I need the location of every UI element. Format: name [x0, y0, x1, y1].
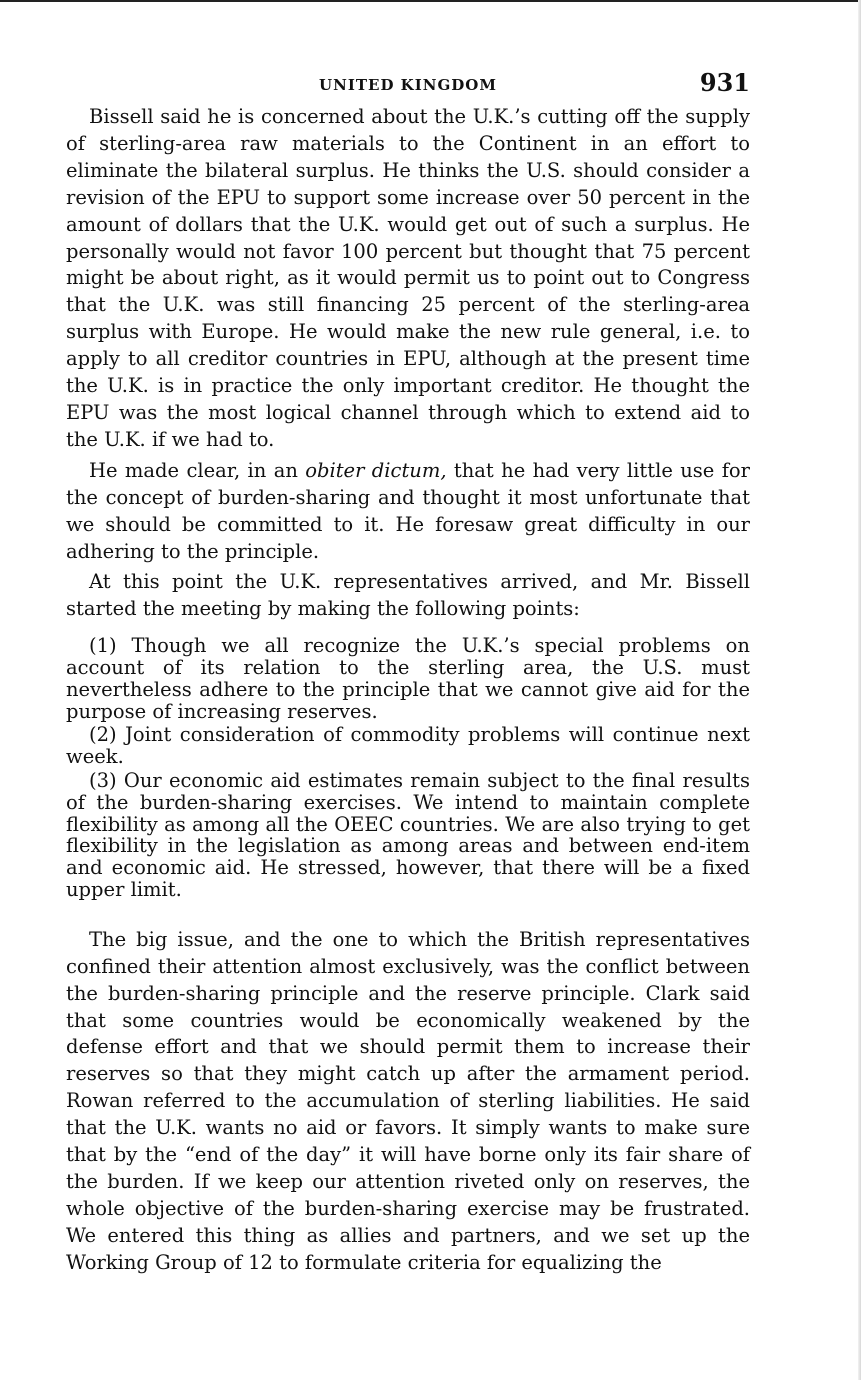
- paragraph-meeting-start: At this point the U.K. representatives arrived, and Mr. Bissell started the meeting by making the following points:: [66, 570, 750, 621]
- running-title: UNITED KINGDOM: [319, 76, 497, 94]
- paragraph-text-end: that he had very little use for the concept of burden-sharing and thought it most unfortunate that we should be committed to it. He foresaw great difficulty in our adhering to the principle.: [66, 458, 750, 563]
- page-number: 931: [699, 68, 750, 97]
- paragraph-obiter-dictum: [66, 458, 750, 566]
- italic-phrase: obiter dictum,: [305, 458, 447, 482]
- point-item: (3) Our economic aid estimates remain subject to the final results of the burden-sharing exercises. We intend to maintain complete flexibility as among all the OEEC countries. We are also trying to get flexibility in the legislation as among areas and between end-item and economic aid. He stressed, however, that there will be a fixed upper limit.: [66, 769, 750, 901]
- point-item: (1) Though we all recognize the U.K.’s special problems on account of its relation to the sterling area, the U.S. must nevertheless adhere to the principle that we cannot give aid for the purpose of increasing reserves.: [66, 634, 750, 723]
- paragraph-bissell-concern: Bissell said he is concerned about the U.K.’s cutting off the supply of sterling-area raw materials to the Continent in an effort to eliminate the bilateral surplus. He thinks the U.S. should consider a revision of the EPU to support some increase over 50 percent in the amount of dollars that the U.K. would get out of such a surplus. He personally would not favor 100 percent but thought that 75 percent might be about right, as it would permit us to point out to Congress that the U.K. was still financing 25 percent of the sterling-area surplus with Europe. He would make the new rule general, i.e. to apply to all creditor countries in EPU, although at the present time the U.K. is in practice the only important creditor. He thought the EPU was the most logical channel through which to extend aid to the U.K. if we had to.: [66, 105, 750, 451]
- page-top-edge: [0, 0, 861, 2]
- numbered-points: [66, 635, 750, 901]
- point-item: (2) Joint consideration of commodity problems will continue next week.: [66, 723, 750, 769]
- paragraph-text-start: He made clear, in an: [89, 458, 306, 482]
- document-page: [66, 68, 750, 1277]
- paragraph-big-issue: The big issue, and the one to which the British representatives confined their attention almost exclusively, was the conflict between the burden-sharing principle and the reserve principle. Clark said that some countries would be economically weakened by the defense effort and that we should permit them to increase their reserves so that they might catch up after the armament period. Rowan referred to the accumulation of sterling liabilities. He said that the U.K. wants no aid or favors. It simply wants to make sure that by the “end of the day” it will have borne only its fair share of the burden. If we keep our attention riveted only on reserves, the whole objective of the burden-sharing exercise may be frustrated. We entered this thing as allies and partners, and we set up the Working Group of 12 to formulate criteria for equalizing the: [66, 927, 750, 1274]
- running-head: [66, 68, 750, 104]
